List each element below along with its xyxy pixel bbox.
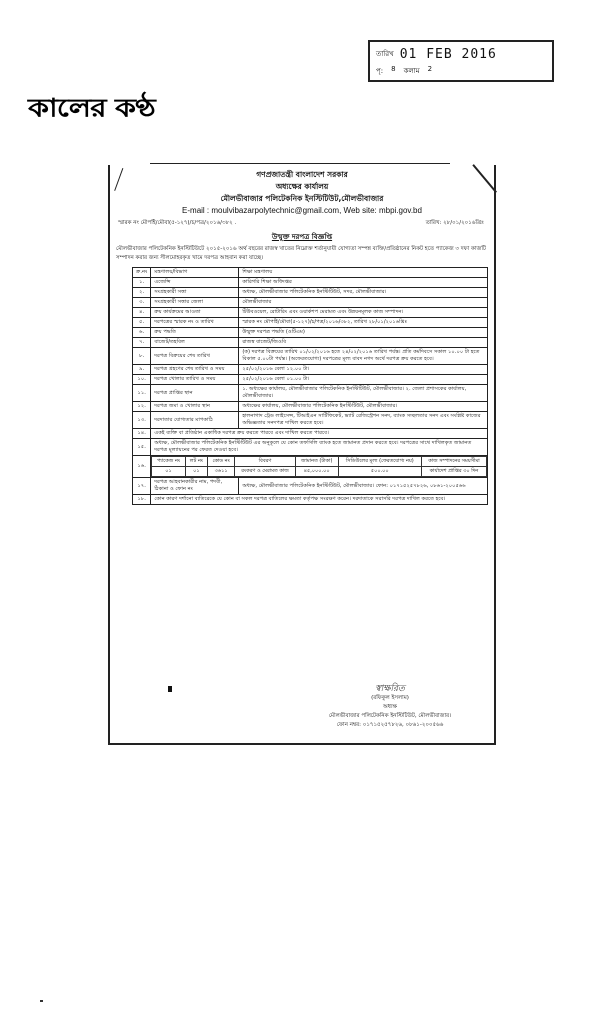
row-value: ২৫/০২/২০১৬ বেলা ১২.০০ টা। (239, 365, 488, 375)
row-number: ৩. (133, 298, 151, 308)
signature: স্বাক্ষরিত (375, 684, 405, 694)
ink-spot (168, 686, 172, 692)
package-table (151, 456, 487, 477)
table-row (133, 412, 488, 429)
row-number: ৯. (133, 365, 151, 375)
row-number: ১২. (133, 402, 151, 412)
row-value: স্মারক নং মৌপইি/মৌবা(৫-১২৭)/চ/পত্র/২০১৬/৩৮২, তারিখ ২৮/০১/২০১৬খ্রিঃ (239, 318, 488, 328)
table-row (133, 478, 488, 495)
table-row (133, 308, 488, 318)
institute-name: মৌলভীবাজার পলিটেকনিক ইনস্টিটিউট,মৌলভীবাজার (220, 194, 384, 203)
row-value: অধ্যক্ষ, মৌলভীবাজার পলিটেকনিক ইনস্টিটিউট এর অনুকূলে যে কোন তফসিলি ব্যাংক হতে জামানত প্রদান করতে হবে। দরপত্রের সাথে দাখিলকৃত জামানত দরপত্র মূল্যায়নের পর ফেরত দেওয়া হবে। (151, 439, 488, 456)
row-number: ১৫. (133, 439, 151, 456)
row-number: ১৩. (133, 412, 151, 429)
signatory-title: অধ্যক্ষ (383, 704, 397, 710)
table-header (133, 268, 488, 278)
package-cell (151, 456, 488, 478)
table-row (133, 298, 488, 308)
row-value: অধ্যক্ষের কার্যালয়, মৌলভীবাজার পলিটেকনিক ইনস্টিটিউট, মৌলভীবাজার। (239, 402, 488, 412)
signature-block (290, 685, 490, 730)
package-header-cell: বিবরণ (235, 457, 296, 467)
package-header-cell: লট নং (185, 457, 207, 467)
package-cell: ৪৫,০০০.০০ (295, 467, 338, 477)
row-field: সংগ্রহকারী সত্তার জেলা (151, 298, 239, 308)
contact-line: E-mail : moulvibazarpolytechnic@gmail.com, Web site: mbpi.gov.bd (182, 206, 422, 215)
package-header-cell: জামানত (টাকা) (295, 457, 338, 467)
row-value: একই ব্যক্তি বা প্রতিষ্ঠান একাধিক দরপত্র ক্রয় করতে পারবে এবং দাখিল করতে পারবে। (151, 429, 488, 439)
package-cell: ৩৬১১ (208, 467, 235, 477)
ink-spot (40, 1000, 43, 1002)
package-header-cell: কোড নং (208, 457, 235, 467)
memo-number: স্মারক নং মৌপইি/মৌবা(৫-১২৭)/চ/পত্র/২০১৬/৩৮২ . (118, 220, 237, 226)
row-value: মৌলভীবাজার (239, 298, 488, 308)
signatory-org: মৌলভীবাজার পলিটেকনিক ইনস্টিটিউট, মৌলভীবাজার। (328, 713, 452, 719)
row-number: ৪. (133, 308, 151, 318)
row-number: ১১. (133, 385, 151, 402)
tender-notice (108, 165, 496, 745)
row-field: দরপত্র প্রাপ্তির স্থান (151, 385, 239, 402)
row-value: হালনাগাদ ট্রেড লাইসেন্স, টিআইএন সার্টিফিকেট, ভ্যাট রেজিস্ট্রেশন সনদ, ব্যাংক সচ্ছলতার সনদ এবং সংশ্লিষ্ট কাজের অভিজ্ঞতার সনদপত্র দাখিল করতে হবে। (239, 412, 488, 429)
gov-name: গণপ্রজাতন্ত্রী বাংলাদেশ সরকার (256, 170, 348, 179)
row-field: ক্রয় কার্যক্রমের আওতা (151, 308, 239, 318)
table-row (133, 365, 488, 375)
table-row (133, 328, 488, 338)
row-number: ১৭. (133, 478, 151, 495)
table-row (133, 385, 488, 402)
table-row (133, 439, 488, 456)
row-number: ১. (133, 278, 151, 288)
stamp-page-value: 8 (391, 65, 396, 73)
header-cell: ক্র.নং (133, 268, 151, 278)
row-number: ২. (133, 288, 151, 298)
package-header-cell: সিডিউলের মূল্য (ফেরতযোগ্য নয়) (338, 457, 421, 467)
row-field: দরপত্র আহবানকারীর নাম, পদবী, ঠিকানা ও ফোন নং (151, 478, 239, 495)
row-number: ৮. (133, 348, 151, 365)
row-value: ২৫/০২/২০১৬ বেলা ০১.০০ টা। (239, 375, 488, 385)
row-value: কারিগরি শিক্ষা অধিদপ্তর (239, 278, 488, 288)
row-number: ১৪. (133, 429, 151, 439)
stamp-page-label: পৃ: (376, 67, 384, 75)
tender-table (132, 267, 488, 505)
table-row (133, 318, 488, 328)
row-value: (ক) দরপত্র বিক্রয়ের তারিখ ০১/০২/২০১৬ হতে ২৪/০২/২০১৬ তারিখ পর্যন্ত। প্রতি কর্মদিবসে সকাল ১০.০০ টা হতে বিকাল ৫.০০টা পর্যন্ত। (অফেরতযোগ্য) দরপত্রের মূল্য বাবদ নগদ অর্থে দরপত্র ক্রয় করতে হবে। (239, 348, 488, 365)
row-field: দরপত্র বিক্রয়ের শেষ তারিখ (151, 348, 239, 365)
row-value: অধ্যক্ষ, মৌলভীবাজার পলিটেকনিক ইনস্টিটিউট, মৌলভীবাজার। ফোন: ০১৭১৫২৫৭৮২৬, ০৮৬১-২০০৫৬৬ (239, 478, 488, 495)
row-field: এজেন্সি (151, 278, 239, 288)
row-value: উন্মুক্ত দরপত্র পদ্ধতি (ওটিএম) (239, 328, 488, 338)
row-field: সংগ্রহকারী সত্তা (151, 288, 239, 298)
table-row (133, 278, 488, 288)
row-number: ৫. (133, 318, 151, 328)
row-number: ১৬. (133, 456, 151, 478)
table-row (133, 348, 488, 365)
package-header-cell: কাজ সম্পাদনের সময়সীমা (421, 457, 486, 467)
table-row (133, 288, 488, 298)
header-cell: মন্ত্রণালয়/বিভাগ (151, 268, 239, 278)
signatory-name: (রফিকুল ইসলাম) (371, 695, 409, 701)
row-value: রাজস্ব বাজেট/জিওবি (239, 338, 488, 348)
divider (150, 163, 450, 164)
notice-header (110, 169, 494, 217)
table-row (133, 495, 488, 505)
row-field: দরপত্র খোলার তারিখ ও সময় (151, 375, 239, 385)
row-value: ১. অধ্যক্ষের কার্যালয়, মৌলভীবাজার পলিটেকনিক ইনস্টিটিউট, মৌলভীবাজার। ২. জেলা প্রশাসকের কার্যালয়, মৌলভীবাজার। (239, 385, 488, 402)
table-row (133, 429, 488, 439)
row-number: ১০. (133, 375, 151, 385)
signatory-phone: ফোন নম্বর: ০১৭১৫২৫৭৮২৬, ০৮৬১-২০০৫৬৬ (336, 722, 444, 728)
row-value: টিউবওয়েল, রোটারিং এবং ওয়ার্কশপ মেরামত এবং উন্নয়নমূলক কাজ সম্পাদন। (239, 308, 488, 318)
notice-intro: মৌলভীবাজার পলিটেকনিক ইনস্টিটিউটে ২০১৫-২০১৬ অর্থ বছরের রাজস্ব খাতের নিম্নোক্ত শর্তানুযায়ী যোগ্যতা সম্পন্ন ব্যক্তি/প্রতিষ্ঠানের নিকট হতে প্যাকেজ ৩ দফা কাজটি সম্পাদন করার জন্য সীলমোহরকৃত খামে দরপত্র আহবান করা যাচ্ছে। (116, 246, 486, 261)
row-field: দরপত্র জমা ও খোলার স্থান (151, 402, 239, 412)
package-cell: কার্যাদেশ প্রাপ্তির ৩০ দিন (421, 467, 486, 477)
newspaper-logo: কালের কণ্ঠ (28, 93, 155, 124)
row-number: ৬. (133, 328, 151, 338)
stamp-date-label: তারিখ (376, 50, 394, 58)
package-cell: রংকরণ ও মেরামত কাজ (235, 467, 296, 477)
date-stamp (368, 40, 554, 82)
header-cell: শিক্ষা মন্ত্রণালয় (239, 268, 488, 278)
table-row (133, 402, 488, 412)
table-row (133, 375, 488, 385)
table-row (133, 338, 488, 348)
row-field: ক্রয় পদ্ধতি (151, 328, 239, 338)
stamp-col-value: 2 (427, 65, 433, 73)
row-value: কোন কারণ দর্শানো ব্যতিরেকে যে কোন বা সকল দরপত্র বাতিলের ক্ষমতা কর্তৃপক্ষ সংরক্ষণ করেন। দরদাতাকে সরাসরি দরপত্র দাখিল করতে হবে। (151, 495, 488, 505)
row-number: ১৮. (133, 495, 151, 505)
row-field: বাজেট/তহবিল (151, 338, 239, 348)
package-cell: ০১ (152, 467, 185, 477)
package-cell: ০১ (185, 467, 207, 477)
package-cell: ৫০০.০০ (338, 467, 421, 477)
row-field: দরপত্র গ্রহণের শেষ তারিখ ও সময় (151, 365, 239, 375)
row-field: দরদাতার যোগ্যতার মাপকাঠি (151, 412, 239, 429)
table-row (133, 456, 488, 478)
row-value: অধ্যক্ষ, মৌলভীবাজার পলিটেকনিক ইনস্টিটিউট, সদর, মৌলভীবাজার। (239, 288, 488, 298)
row-number: ৭. (133, 338, 151, 348)
package-header-cell: প্যাকেজ নং (152, 457, 185, 467)
office-name: অধ্যক্ষের কার্যালয় (275, 182, 329, 191)
notice-title: উন্মুক্ত দরপত্র বিজ্ঞপ্তি (271, 233, 333, 241)
stamp-date: 01 FEB 2016 (399, 46, 497, 62)
stamp-col-label: কলাম (403, 67, 420, 75)
notice-date: তারিখ: ২৮/০১/২০১৬খ্রিঃ (425, 220, 484, 226)
row-field: দরপত্রের স্মারক নং ও তারিখ (151, 318, 239, 328)
